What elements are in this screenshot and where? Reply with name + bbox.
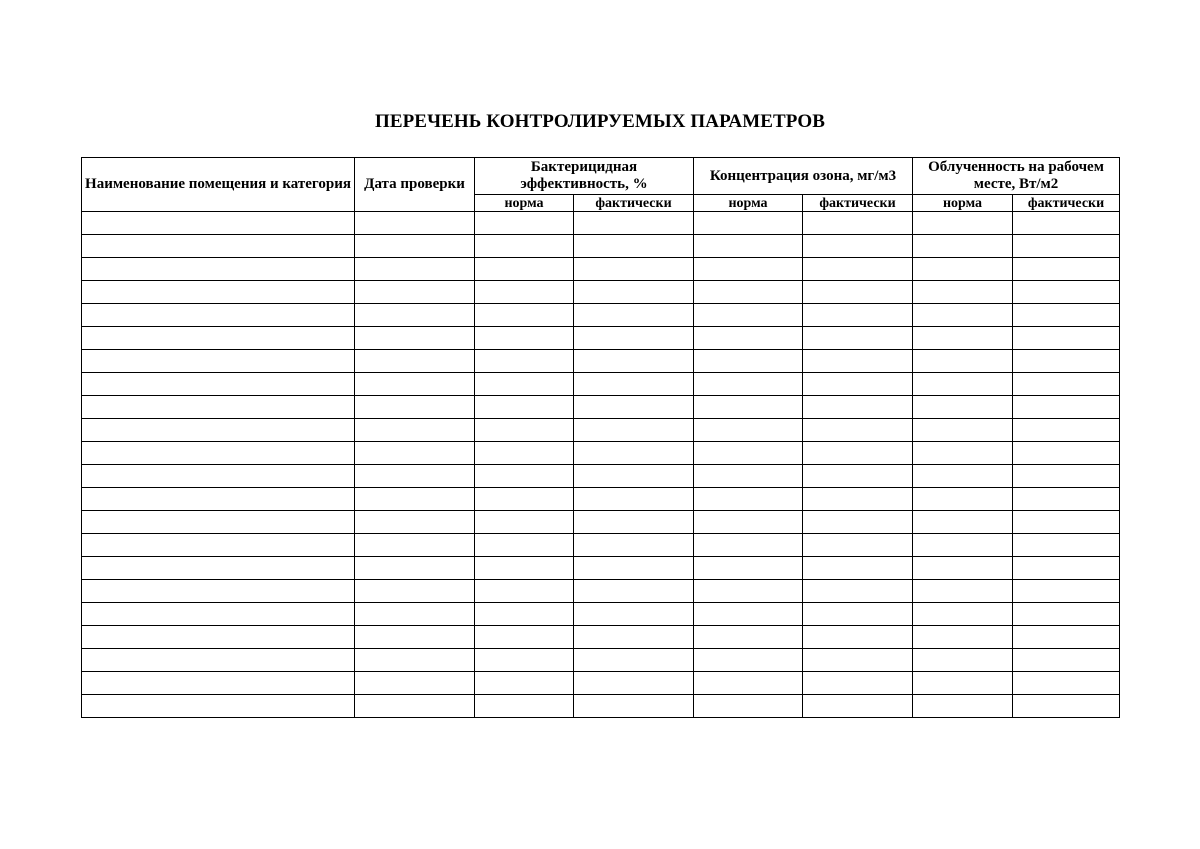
cell-bactericidal-norm bbox=[475, 626, 574, 649]
cell-bactericidal-actual bbox=[574, 304, 694, 327]
cell-irradiance-actual bbox=[1013, 235, 1120, 258]
cell-date bbox=[355, 258, 475, 281]
cell-bactericidal-actual bbox=[574, 281, 694, 304]
cell-ozone-norm bbox=[694, 488, 803, 511]
cell-bactericidal-actual bbox=[574, 327, 694, 350]
cell-room bbox=[82, 419, 355, 442]
cell-ozone-norm bbox=[694, 304, 803, 327]
header-bactericidal-norm: норма bbox=[475, 195, 574, 212]
cell-bactericidal-norm bbox=[475, 603, 574, 626]
cell-bactericidal-norm bbox=[475, 419, 574, 442]
header-row-main bbox=[82, 158, 1120, 195]
cell-ozone-norm bbox=[694, 626, 803, 649]
cell-bactericidal-norm bbox=[475, 557, 574, 580]
cell-irradiance-actual bbox=[1013, 580, 1120, 603]
cell-ozone-actual bbox=[803, 327, 913, 350]
cell-room bbox=[82, 373, 355, 396]
header-bactericidal-actual: фактически bbox=[574, 195, 694, 212]
cell-irradiance-actual bbox=[1013, 603, 1120, 626]
cell-bactericidal-actual bbox=[574, 258, 694, 281]
cell-date bbox=[355, 419, 475, 442]
cell-irradiance-norm bbox=[913, 212, 1013, 235]
cell-irradiance-norm bbox=[913, 327, 1013, 350]
cell-irradiance-norm bbox=[913, 304, 1013, 327]
cell-irradiance-actual bbox=[1013, 672, 1120, 695]
cell-ozone-actual bbox=[803, 695, 913, 718]
cell-irradiance-norm bbox=[913, 649, 1013, 672]
cell-bactericidal-actual bbox=[574, 350, 694, 373]
cell-date bbox=[355, 580, 475, 603]
cell-date bbox=[355, 511, 475, 534]
table-row bbox=[82, 511, 1120, 534]
cell-room bbox=[82, 235, 355, 258]
table-row bbox=[82, 373, 1120, 396]
cell-ozone-actual bbox=[803, 258, 913, 281]
cell-irradiance-norm bbox=[913, 534, 1013, 557]
cell-irradiance-actual bbox=[1013, 511, 1120, 534]
cell-date bbox=[355, 281, 475, 304]
cell-bactericidal-norm bbox=[475, 304, 574, 327]
cell-bactericidal-actual bbox=[574, 580, 694, 603]
table-row bbox=[82, 534, 1120, 557]
table-row bbox=[82, 442, 1120, 465]
cell-ozone-norm bbox=[694, 212, 803, 235]
cell-date bbox=[355, 534, 475, 557]
cell-ozone-actual bbox=[803, 534, 913, 557]
table-body bbox=[82, 212, 1120, 718]
cell-room bbox=[82, 350, 355, 373]
cell-irradiance-actual bbox=[1013, 695, 1120, 718]
cell-bactericidal-actual bbox=[574, 235, 694, 258]
page-title: ПЕРЕЧЕНЬ КОНТРОЛИРУЕМЫХ ПАРАМЕТРОВ bbox=[374, 111, 826, 132]
cell-irradiance-actual bbox=[1013, 373, 1120, 396]
cell-ozone-norm bbox=[694, 603, 803, 626]
table-row bbox=[82, 235, 1120, 258]
cell-room bbox=[82, 695, 355, 718]
cell-bactericidal-actual bbox=[574, 557, 694, 580]
cell-room bbox=[82, 488, 355, 511]
cell-ozone-norm bbox=[694, 511, 803, 534]
cell-ozone-norm bbox=[694, 672, 803, 695]
cell-irradiance-actual bbox=[1013, 488, 1120, 511]
cell-room bbox=[82, 212, 355, 235]
cell-irradiance-norm bbox=[913, 672, 1013, 695]
cell-bactericidal-norm bbox=[475, 258, 574, 281]
cell-ozone-actual bbox=[803, 419, 913, 442]
cell-ozone-actual bbox=[803, 649, 913, 672]
cell-ozone-norm bbox=[694, 557, 803, 580]
cell-ozone-actual bbox=[803, 442, 913, 465]
table-row bbox=[82, 281, 1120, 304]
cell-bactericidal-norm bbox=[475, 373, 574, 396]
cell-date bbox=[355, 626, 475, 649]
cell-bactericidal-actual bbox=[574, 396, 694, 419]
cell-ozone-norm bbox=[694, 373, 803, 396]
cell-irradiance-norm bbox=[913, 419, 1013, 442]
header-irradiance: Облученность на рабочем месте, Вт/м2 bbox=[913, 158, 1120, 195]
cell-irradiance-actual bbox=[1013, 304, 1120, 327]
cell-ozone-norm bbox=[694, 695, 803, 718]
cell-irradiance-actual bbox=[1013, 419, 1120, 442]
cell-irradiance-norm bbox=[913, 442, 1013, 465]
cell-date bbox=[355, 649, 475, 672]
cell-irradiance-norm bbox=[913, 235, 1013, 258]
cell-room bbox=[82, 304, 355, 327]
cell-date bbox=[355, 603, 475, 626]
cell-room bbox=[82, 465, 355, 488]
cell-ozone-actual bbox=[803, 235, 913, 258]
cell-bactericidal-actual bbox=[574, 465, 694, 488]
table-row bbox=[82, 465, 1120, 488]
table-row bbox=[82, 672, 1120, 695]
header-ozone: Концентрация озона, мг/м3 bbox=[694, 158, 913, 195]
cell-date bbox=[355, 672, 475, 695]
cell-date bbox=[355, 396, 475, 419]
cell-ozone-actual bbox=[803, 212, 913, 235]
table-row bbox=[82, 258, 1120, 281]
parameters-table bbox=[81, 157, 1120, 718]
table-row bbox=[82, 488, 1120, 511]
cell-date bbox=[355, 442, 475, 465]
cell-bactericidal-norm bbox=[475, 281, 574, 304]
cell-date bbox=[355, 350, 475, 373]
cell-bactericidal-actual bbox=[574, 672, 694, 695]
cell-irradiance-actual bbox=[1013, 626, 1120, 649]
cell-irradiance-norm bbox=[913, 396, 1013, 419]
cell-irradiance-actual bbox=[1013, 465, 1120, 488]
table-row bbox=[82, 580, 1120, 603]
cell-bactericidal-norm bbox=[475, 695, 574, 718]
cell-room bbox=[82, 442, 355, 465]
cell-irradiance-actual bbox=[1013, 396, 1120, 419]
cell-ozone-actual bbox=[803, 281, 913, 304]
cell-ozone-actual bbox=[803, 465, 913, 488]
cell-ozone-actual bbox=[803, 511, 913, 534]
cell-bactericidal-actual bbox=[574, 212, 694, 235]
header-date: Дата проверки bbox=[355, 158, 475, 212]
cell-irradiance-norm bbox=[913, 281, 1013, 304]
table-row bbox=[82, 350, 1120, 373]
cell-bactericidal-norm bbox=[475, 212, 574, 235]
cell-irradiance-norm bbox=[913, 511, 1013, 534]
cell-bactericidal-norm bbox=[475, 511, 574, 534]
cell-irradiance-norm bbox=[913, 350, 1013, 373]
cell-bactericidal-actual bbox=[574, 511, 694, 534]
cell-irradiance-norm bbox=[913, 603, 1013, 626]
cell-room bbox=[82, 603, 355, 626]
cell-room bbox=[82, 511, 355, 534]
table-row bbox=[82, 396, 1120, 419]
cell-irradiance-norm bbox=[913, 258, 1013, 281]
cell-irradiance-actual bbox=[1013, 281, 1120, 304]
cell-ozone-norm bbox=[694, 396, 803, 419]
header-irradiance-actual: фактически bbox=[1013, 195, 1120, 212]
cell-ozone-actual bbox=[803, 373, 913, 396]
cell-irradiance-norm bbox=[913, 373, 1013, 396]
table-row bbox=[82, 327, 1120, 350]
cell-bactericidal-actual bbox=[574, 603, 694, 626]
cell-date bbox=[355, 327, 475, 350]
cell-bactericidal-norm bbox=[475, 672, 574, 695]
header-ozone-norm: норма bbox=[694, 195, 803, 212]
cell-irradiance-norm bbox=[913, 488, 1013, 511]
cell-room bbox=[82, 258, 355, 281]
cell-date bbox=[355, 465, 475, 488]
cell-irradiance-actual bbox=[1013, 212, 1120, 235]
cell-ozone-actual bbox=[803, 626, 913, 649]
cell-room bbox=[82, 580, 355, 603]
cell-room bbox=[82, 327, 355, 350]
cell-irradiance-actual bbox=[1013, 442, 1120, 465]
cell-ozone-norm bbox=[694, 327, 803, 350]
cell-room bbox=[82, 626, 355, 649]
cell-room bbox=[82, 396, 355, 419]
cell-ozone-actual bbox=[803, 580, 913, 603]
header-room: Наименование помещения и категория bbox=[82, 158, 355, 212]
cell-bactericidal-norm bbox=[475, 465, 574, 488]
cell-date bbox=[355, 695, 475, 718]
cell-ozone-norm bbox=[694, 534, 803, 557]
table-row bbox=[82, 557, 1120, 580]
table-row bbox=[82, 626, 1120, 649]
cell-ozone-norm bbox=[694, 465, 803, 488]
cell-irradiance-norm bbox=[913, 557, 1013, 580]
cell-ozone-actual bbox=[803, 350, 913, 373]
cell-bactericidal-actual bbox=[574, 695, 694, 718]
cell-bactericidal-norm bbox=[475, 534, 574, 557]
cell-ozone-norm bbox=[694, 258, 803, 281]
cell-bactericidal-actual bbox=[574, 442, 694, 465]
cell-irradiance-actual bbox=[1013, 649, 1120, 672]
cell-bactericidal-norm bbox=[475, 350, 574, 373]
cell-date bbox=[355, 212, 475, 235]
table-row bbox=[82, 603, 1120, 626]
cell-irradiance-norm bbox=[913, 580, 1013, 603]
cell-irradiance-actual bbox=[1013, 258, 1120, 281]
cell-bactericidal-norm bbox=[475, 442, 574, 465]
cell-room bbox=[82, 557, 355, 580]
header-irradiance-norm: норма bbox=[913, 195, 1013, 212]
table-row bbox=[82, 419, 1120, 442]
cell-ozone-actual bbox=[803, 396, 913, 419]
table-row bbox=[82, 304, 1120, 327]
cell-ozone-actual bbox=[803, 304, 913, 327]
cell-room bbox=[82, 649, 355, 672]
table-row bbox=[82, 695, 1120, 718]
cell-bactericidal-norm bbox=[475, 235, 574, 258]
cell-bactericidal-actual bbox=[574, 488, 694, 511]
cell-ozone-actual bbox=[803, 672, 913, 695]
cell-irradiance-norm bbox=[913, 626, 1013, 649]
cell-irradiance-actual bbox=[1013, 327, 1120, 350]
cell-irradiance-actual bbox=[1013, 557, 1120, 580]
header-ozone-actual: фактически bbox=[803, 195, 913, 212]
cell-ozone-norm bbox=[694, 419, 803, 442]
cell-ozone-norm bbox=[694, 580, 803, 603]
cell-room bbox=[82, 534, 355, 557]
cell-bactericidal-actual bbox=[574, 649, 694, 672]
cell-bactericidal-actual bbox=[574, 626, 694, 649]
cell-ozone-actual bbox=[803, 488, 913, 511]
cell-room bbox=[82, 281, 355, 304]
cell-room bbox=[82, 672, 355, 695]
cell-ozone-norm bbox=[694, 281, 803, 304]
cell-date bbox=[355, 557, 475, 580]
cell-bactericidal-actual bbox=[574, 419, 694, 442]
header-bactericidal: Бактерицидная эффективность, % bbox=[475, 158, 694, 195]
table-row bbox=[82, 212, 1120, 235]
cell-date bbox=[355, 235, 475, 258]
cell-date bbox=[355, 488, 475, 511]
cell-ozone-norm bbox=[694, 649, 803, 672]
cell-date bbox=[355, 373, 475, 396]
cell-bactericidal-norm bbox=[475, 327, 574, 350]
cell-bactericidal-norm bbox=[475, 580, 574, 603]
cell-ozone-actual bbox=[803, 557, 913, 580]
cell-irradiance-actual bbox=[1013, 534, 1120, 557]
cell-ozone-norm bbox=[694, 350, 803, 373]
cell-bactericidal-actual bbox=[574, 534, 694, 557]
cell-date bbox=[355, 304, 475, 327]
cell-bactericidal-norm bbox=[475, 396, 574, 419]
cell-bactericidal-actual bbox=[574, 373, 694, 396]
table-row bbox=[82, 649, 1120, 672]
cell-bactericidal-norm bbox=[475, 488, 574, 511]
cell-ozone-actual bbox=[803, 603, 913, 626]
cell-irradiance-norm bbox=[913, 465, 1013, 488]
cell-irradiance-norm bbox=[913, 695, 1013, 718]
cell-bactericidal-norm bbox=[475, 649, 574, 672]
cell-irradiance-actual bbox=[1013, 350, 1120, 373]
cell-ozone-norm bbox=[694, 235, 803, 258]
cell-ozone-norm bbox=[694, 442, 803, 465]
